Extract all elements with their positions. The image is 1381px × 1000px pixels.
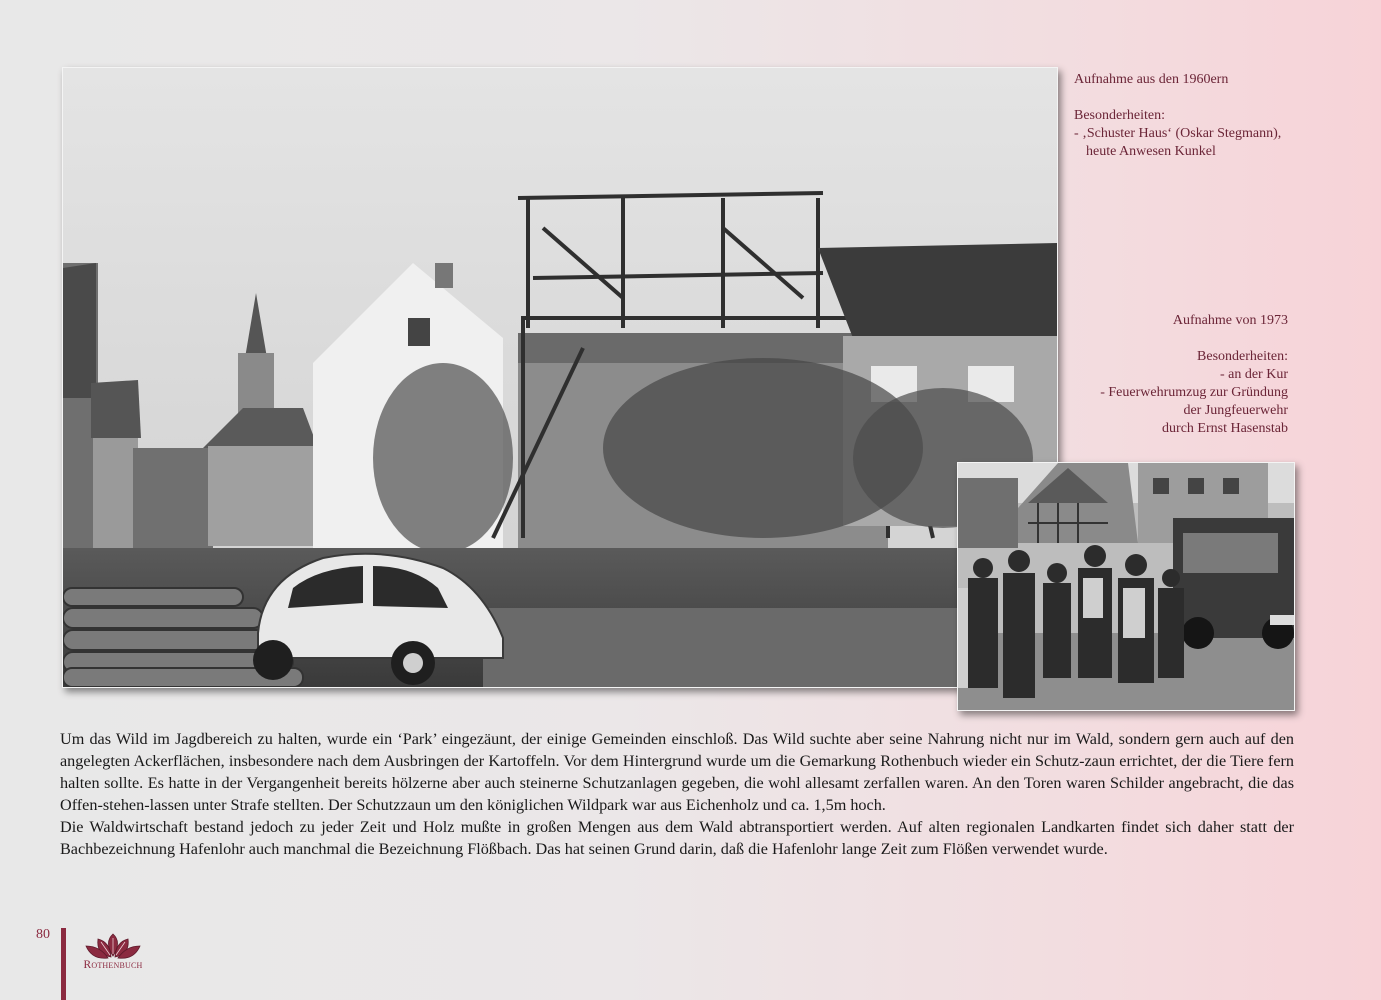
caption-photo-1960s (1074, 71, 1364, 161)
caption-line: durch Ernst Hasenstab (1162, 421, 1288, 436)
caption-line: - ‚Schuster Haus‘ (Oskar Stegmann), (1074, 126, 1282, 141)
caption-date: Aufnahme aus den 1960ern (1074, 72, 1229, 87)
caption-line: der Jungfeuerwehr (1183, 403, 1288, 418)
caption-line: heute Anwesen Kunkel (1086, 144, 1216, 159)
page-number: 80 (36, 927, 50, 942)
body-text (60, 728, 1294, 860)
caption-line: - an der Kur (1219, 367, 1288, 382)
photo-main-image (63, 68, 1057, 687)
logo-wordmark: Rothenbuch (83, 959, 143, 971)
caption-photo-1973 (988, 312, 1288, 438)
caption-date: Aufnahme von 1973 (1172, 313, 1288, 328)
photo-1960s-construction (62, 67, 1058, 688)
photo-small-image (958, 463, 1294, 710)
caption-line: - Feuerwehrumzug zur Gründung (1100, 385, 1288, 400)
three-leaf-logo-icon (70, 930, 156, 980)
caption-heading: Besonderheiten: (1074, 108, 1165, 123)
body-paragraph: Um das Wild im Jagdbereich zu halten, wurde ein ‘Park’ eingezäunt, der einige Gemeinden einschloß. Das Wild suchte aber seine Nahrung nicht nur im Wald, sondern gern auch auf den angelegten Ackerflächen, insbesondere nach dem Ausbringen der Kartoffeln. Vor dem Hintergrund wurde um die Gemarkung Rothenbuch wieder ein Schutz-zaun errichtet, der die Tiere fern halten sollte. Es hatte in der Vergangenheit bereits hölzerne aber auch steinerne Schutzanlagen gegeben, die wohl allesamt zerfallen waren. An den Toren waren Schilder angebracht, die das Offen-stehen-lassen unter Strafe stellten. Der Schutzzaun um den königlichen Wildpark war aus Eichenholz und ca. 1,5m hoch. (60, 730, 1294, 814)
caption-heading: Besonderheiten: (1197, 349, 1288, 364)
footer-accent-bar (61, 928, 66, 1000)
photo-1973-fire-brigade (957, 462, 1295, 711)
body-paragraph: Die Waldwirtschaft bestand jedoch zu jeder Zeit und Holz mußte in großen Mengen aus dem Wald abtransportiert werden. Auf alten regionalen Landkarten findet sich daher statt der Bachbezeichnung Hafenlohr auch manchmal die Bezeichnung Flößbach. Das hat seinen Grund darin, daß die Hafenlohr lange Zeit zum Flößen verwendet wurde. (60, 818, 1294, 858)
